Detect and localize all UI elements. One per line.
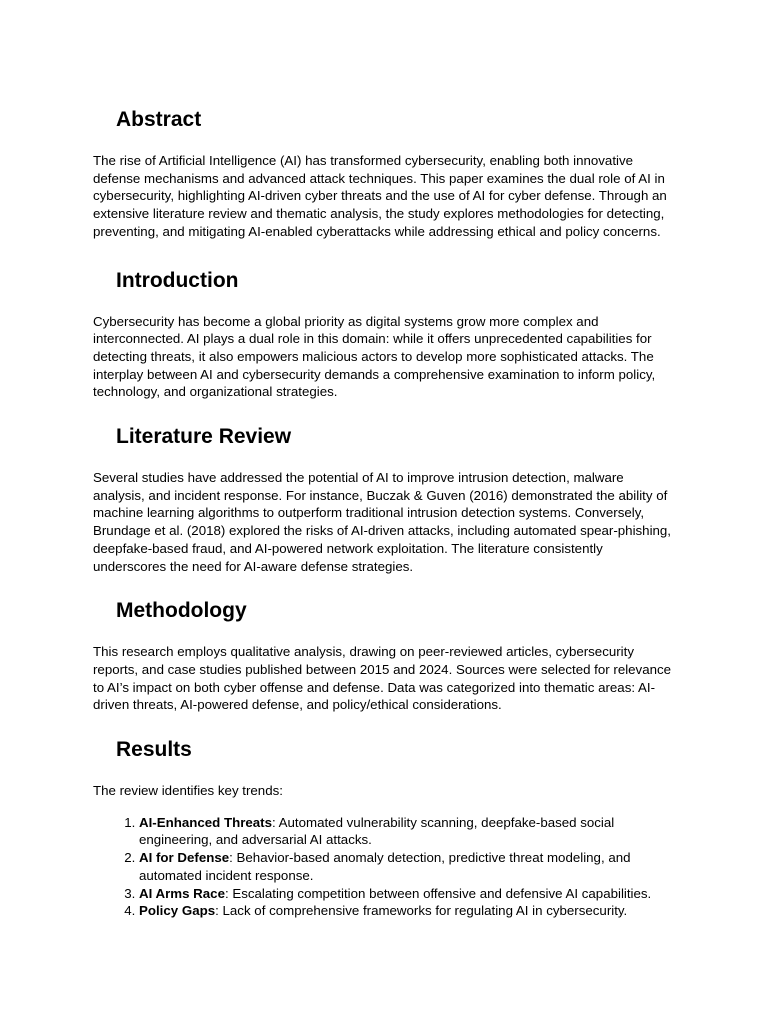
section-introduction <box>93 267 673 402</box>
section-results <box>93 736 673 920</box>
list-item-text: : Escalating competition between offensive and defensive AI capabilities. <box>224 885 652 901</box>
results-intro: The review identifies key trends: <box>93 783 283 799</box>
list-item-term: AI Arms Race <box>139 885 225 901</box>
section-body-literature-review: Several studies have addressed the potential of AI to improve intrusion detection, malware analysis, and incident response. For instance, Buczak & Guven (2016) demonstrated the ability of machine learning algorithms to outperform traditional intrusion detection systems. Conversely, Brundage et al. (2018) explored the risks of AI-driven attacks, including automated spear-phishing, deepfake-based fraud, and AI-powered network exploitation. The literature consistently underscores the need for AI-aware defense strategies. <box>93 470 672 574</box>
list-item-text: : Automated vulnerability scanning, deepfake-based social engineering, and adversarial AI attacks. <box>139 814 615 848</box>
section-heading-methodology: Methodology <box>116 599 247 623</box>
section-heading-results: Results <box>116 738 192 762</box>
section-body-abstract: The rise of Artificial Intelligence (AI) has transformed cybersecurity, enabling both innovative defense mechanisms and advanced attack techniques. This paper examines the dual role of AI in cybersecurity, highlighting AI-driven cyber threats and the use of AI for cyber defense. Through an extensive literature review and thematic analysis, the study explores methodologies for detecting, preventing, and mitigating AI-enabled cyberattacks while addressing ethical and policy concerns. <box>93 153 667 239</box>
section-body-introduction: Cybersecurity has become a global priority as digital systems grow more complex and interconnected. AI plays a dual role in this domain: while it offers unprecedented capabilities for detecting threats, it also empowers malicious actors to develop more sophisticated attacks. The interplay between AI and cybersecurity demands a comprehensive examination to inform policy, technology, and organizational strategies. <box>93 313 656 400</box>
section-body-methodology: This research employs qualitative analysis, drawing on peer-reviewed articles, cybersecurity reports, and case studies published between 2015 and 2024. Sources were selected for relevance to AI’s impact on both cyber offense and defense. Data was categorized into thematic areas: AI-driven threats, AI-powered defense, and policy/ethical considerations. <box>93 644 672 713</box>
section-abstract <box>93 106 673 241</box>
section-heading-introduction: Introduction <box>116 268 239 292</box>
results-list <box>93 814 673 920</box>
section-methodology <box>93 597 673 714</box>
list-item-term: AI-Enhanced Threats <box>139 814 272 830</box>
list-item <box>139 885 673 903</box>
list-item-text: : Lack of comprehensive frameworks for regulating AI in cybersecurity. <box>215 903 628 919</box>
section-literature-review <box>93 423 673 575</box>
list-item-text: : Behavior-based anomaly detection, predictive threat modeling, and automated incident response. <box>139 850 631 883</box>
section-heading-literature-review: Literature Review <box>116 425 292 449</box>
list-item-term: Policy Gaps <box>139 903 216 919</box>
list-item-term: AI for Defense <box>139 850 230 866</box>
list-item <box>139 814 673 849</box>
list-item <box>139 902 673 920</box>
list-item <box>139 849 673 884</box>
section-heading-abstract: Abstract <box>116 108 202 131</box>
